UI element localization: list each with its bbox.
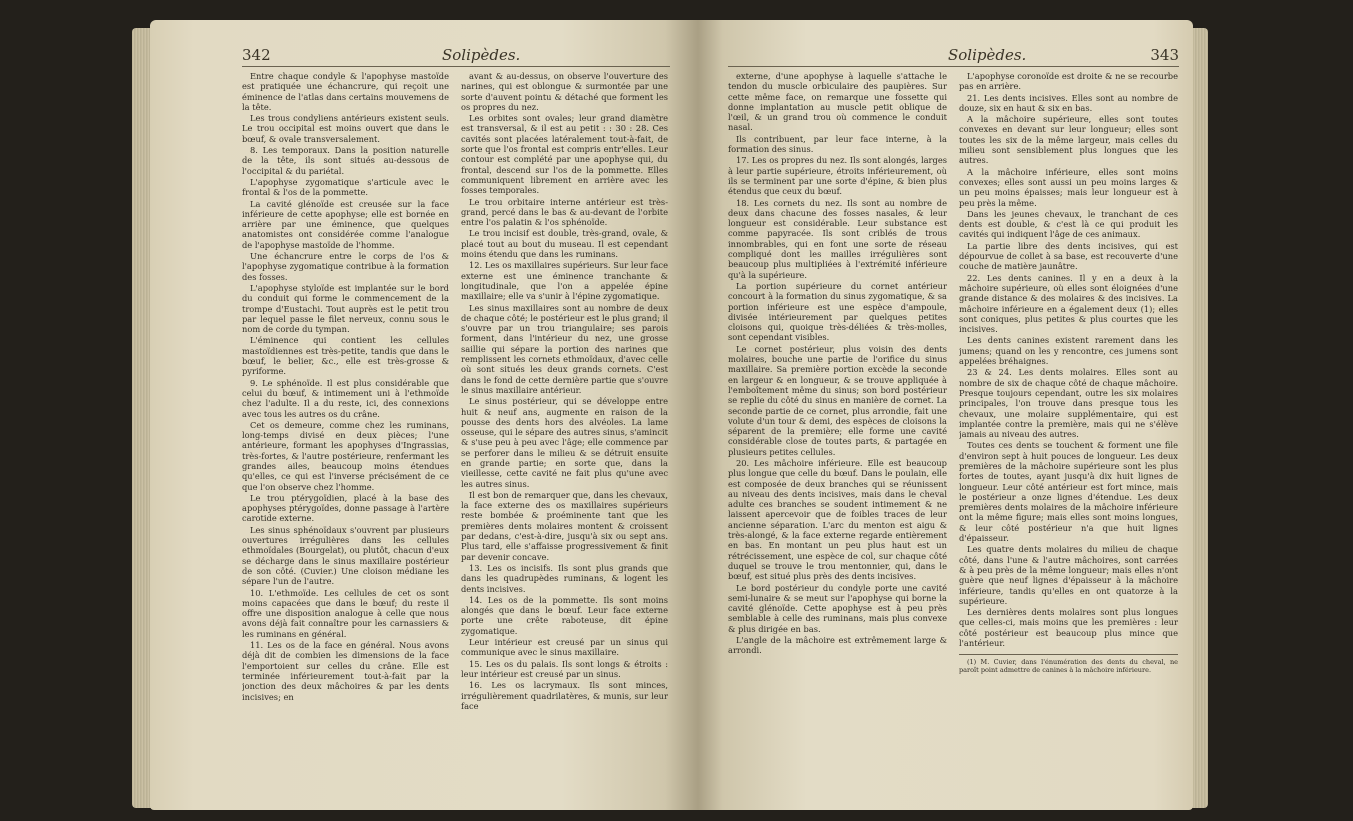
paragraph: 20. Les mâchoire inférieure. Elle est beaucoup plus longue que celle du bœuf. Dans le poulain, elle est composée de deux branches qui se réunissent au niveau des dents incisives, mais dans le cheval adulte ces branches se soudent intimement & ne laissent apercevoir que de foibles traces de leur ancienne séparation. L'arc du menton est aigu & très-alongé, & la face externe regarde entièrement en bas. En montant un peu plus haut est un rétrécissement, une espèce de col, sur chaque côté duquel se trouve le trou mentonnier, qui, dans le bœuf, est situé plus près des dents incisives. [728, 457, 947, 582]
paragraph: Dans les jeunes chevaux, le tranchant de ces dents est double, & c'est là ce qui produit les cavités qui indiquent l'âge de ces animaux. [959, 208, 1178, 240]
paragraph: La partie libre des dents incisives, qui est dépourvue de collet à sa base, est recouverte d'une couche de matière jaunâtre. [959, 240, 1178, 272]
paragraph: 23 & 24. Les dents molaires. Elles sont au nombre de six de chaque côté de chaque mâchoire. Presque toujours cependant, outre les six molaires principales, l'on trouve dans presque tous les chevaux, une molaire supplémentaire, qui est implantée contre la première, mais qui ne s'élève jamais au niveau des autres. [959, 367, 1178, 440]
left-column-1 [242, 71, 449, 810]
paragraph: Le trou ptérygoïdien, placé à la base des apophyses ptérygoïdes, donne passage à l'artère carotide externe. [242, 492, 449, 524]
paragraph: 16. Les os lacrymaux. Ils sont minces, irrégulièrement quadrilatères, & munis, sur leur face [461, 680, 668, 711]
paragraph: 10. L'ethmoïde. Les cellules de cet os sont moins capacées que dans le bœuf; du reste il offre une disposition analogue à celle que nous avons déjà fait connaître pour les carnassiers & les ruminans en général. [242, 587, 449, 639]
paragraph: L'angle de la mâchoire est extrêmement large & arrondi. [728, 635, 947, 656]
paragraph: L'apophyse styloïde est implantée sur le bord du conduit qui forme le commencement de la trompe d'Eustachi. Tout auprès est le petit trou par lequel passe le filet nerveux, connu sous le nom de corde du tympan. [242, 282, 449, 335]
paragraph: 17. Les os propres du nez. Ils sont alongés, larges à leur partie supérieure, étroits inférieurement, où ils se terminent par une sorte d'épine, & bien plus étendus que ceux du bœuf. [728, 155, 947, 197]
paragraph: Le trou orbitaire interne antérieur est très-grand, percé dans le bas & au-devant de l'orbite entre l'os palatin & l'os sphénoïde. [461, 196, 668, 228]
left-page [150, 20, 698, 810]
paragraph: Les dents canines existent rarement dans les jumens; quand on les y rencontre, ces jumens sont appelées bréhaignes. [959, 335, 1178, 367]
paragraph: Les sinus maxillaires sont au nombre de deux de chaque côté; le postérieur est le plus grand; il s'ouvre par un trou triangulaire; ses parois forment, dans l'intérieur du nez, une grosse saillie qui sépare la portion des narines que remplissent les cornets ethmoïdaux, d'avec celle où sont situés les deux grands cornets. C'est dans le fond de cette dernière partie que s'ouvre le sinus maxillaire antérieur. [461, 302, 668, 395]
paragraph: Les orbites sont ovales; leur grand diamètre est transversal, & il est au petit : : 30 : 28. Ces cavités sont placées latéralement tout-à-fait, de sorte que l'os frontal est compris entr'elles. Leur contour est complété par une apophyse qui, du frontal, descend sur l'os de la pommette. Elles communiquent librement en arrière avec les fosses temporales. [461, 113, 668, 196]
paragraph: 9. Le sphénoïde. Il est plus considérable que celui du bœuf, & intimement uni à l'ethmoïde chez l'adulte. Il a du reste, ici, des connexions avec tous les autres os du crâne. [242, 377, 449, 419]
right-column-1 [728, 71, 947, 810]
left-page-number: 342 [242, 46, 271, 64]
paragraph: Les trous condyliens antérieurs existent seuls. Le trou occipital est moins ouvert que dans le bœuf, & ovale transversalement. [242, 113, 449, 144]
right-running-title: Solipèdes. [948, 46, 1027, 64]
paragraph: A la mâchoire inférieure, elles sont moins convexes; elles sont aussi un peu moins larges & un peu moins épaisses; mais leur longueur est à peu près la même. [959, 166, 1178, 208]
right-page-header [728, 46, 1179, 67]
right-page-number: 343 [1150, 46, 1179, 64]
paragraph: L'apophyse coronoïde est droite & ne se recourbe pas en arrière. [959, 71, 1178, 92]
paragraph: Cet os demeure, comme chez les ruminans, long-temps divisé en deux pièces; l'une antérieure, formant les apophyses d'Ingrassias, très-fortes, & l'autre postérieure, renfermant les grandes ailes, beaucoup moins étendues qu'elles, ce qui est l'inverse précisément de ce que l'on observe chez l'homme. [242, 419, 449, 492]
paragraph: 8. Les temporaux. Dans la position naturelle de la tête, ils sont situés au-dessous de l'occipital & du pariétal. [242, 145, 449, 176]
paragraph: Une échancrure entre le corps de l'os & l'apophyse zygomatique contribue à la formation des fosses. [242, 251, 449, 282]
paragraph: externe, d'une apophyse à laquelle s'attache le tendon du muscle orbiculaire des paupières. Sur cette même face, on remarque une fossette qui donne implantation au muscle petit oblique de l'œil, & un grand trou où commence le conduit nasal. [728, 71, 947, 133]
paragraph: 15. Les os du palais. Ils sont longs & étroits : leur intérieur est creusé par un sinus. [461, 658, 668, 679]
paragraph: Le bord postérieur du condyle porte une cavité semi-lunaire & se meut sur l'apophyse qui borne la cavité glénoïde. Cette apophyse est à peu près semblable à celle des ruminans, mais plus convexe & plus dirigée en bas. [728, 582, 947, 634]
right-page [698, 20, 1193, 810]
paragraph: Le trou incisif est double, très-grand, ovale, & placé tout au bout du museau. Il est cependant moins étendu que dans les ruminans. [461, 228, 668, 260]
paragraph: 22. Les dents canines. Il y en a deux à la mâchoire supérieure, où elles sont éloignées d'une grande distance & des molaires & des incisives. La mâchoire inférieure en a également deux (1); elles sont coniques, plus petites & plus courtes que les incisives. [959, 272, 1178, 335]
paragraph: Les dernières dents molaires sont plus longues que celles-ci, mais moins que les premières : leur côté postérieur est beaucoup plus mince que l'antérieur. [959, 607, 1178, 649]
paragraph: 12. Les os maxillaires supérieurs. Sur leur face externe est une éminence tranchante & longitudinale, que l'on a appelée épine maxillaire; elle va s'unir à l'épine zygomatique. [461, 260, 668, 302]
paragraph: L'éminence qui contient les cellules mastoïdiennes est très-petite, tandis que dans le bœuf, le belier, &c., elle est très-grosse & pyriforme. [242, 335, 449, 377]
paragraph: 21. Les dents incisives. Elles sont au nombre de douze, six en haut & six en bas. [959, 92, 1178, 113]
paragraph: Les sinus sphénoïdaux s'ouvrent par plusieurs ouvertures irrégulières dans les cellules ethmoïdales (Bourgelat), ou plutôt, chacun d'eux se décharge dans le sinus maxillaire postérieur de son côté. (Cuvier.) Une cloison médiane les sépare l'un de l'autre. [242, 524, 449, 587]
paragraph: L'apophyse zygomatique s'articule avec le frontal & l'os de la pommette. [242, 176, 449, 198]
footnote: (1) M. Cuvier, dans l'énumération des dents du cheval, ne paroît point admettre de canines à la mâchoire inférieure. [959, 654, 1178, 674]
paragraph: Le cornet postérieur, plus voisin des dents molaires, bouche une partie de l'orifice du sinus maxillaire. Sa première portion excède la seconde en largeur & en longueur, & se trouve appliquée à l'emboîtement même du sinus; son bord postérieur se replie du côté du sinus en manière de cornet. La seconde partie de ce cornet, plus arrondie, fait une volute d'un tour & demi, des espèces de cloisons la séparent de la première; elle forme une cavité considérable close de toutes parts, & partagée en plusieurs petites cellules. [728, 343, 947, 457]
paragraph: Le sinus postérieur, qui se développe entre huit & neuf ans, augmente en raison de la pousse des dents hors des alvéoles. La lame osseuse, qui le sépare des autres sinus, s'amincit & s'use peu à peu avec l'âge; elle commence par se perforer dans le milieu & se détruit ensuite en grande partie; en sorte que, dans la vieillesse, cette cavité ne fait plus qu'une avec les autres sinus. [461, 396, 668, 489]
paragraph: Leur intérieur est creusé par un sinus qui communique avec le sinus maxillaire. [461, 637, 668, 658]
paragraph: 18. Les cornets du nez. Ils sont au nombre de deux dans chacune des fosses nasales, & leur longueur est considérable. Leur substance est comme papyracée. Ils sont criblés de trous innombrables, qui en font une sorte de réseau compliqué dont les mailles irrégulières sont beaucoup plus multipliées à l'extrémité inférieure qu'à la supérieure. [728, 197, 947, 280]
paragraph: Ils contribuent, par leur face interne, à la formation des sinus. [728, 133, 947, 155]
paragraph: 11. Les os de la face en général. Nous avons déjà dit de combien les dimensions de la face l'emportoient sur celles du crâne. Elle est terminée inférieurement tout-à-fait par la jonction des deux mâchoires & par les dents incisives; en [242, 640, 449, 702]
paragraph: A la mâchoire supérieure, elles sont toutes convexes en devant sur leur longueur; elles sont toutes les six de la même largeur, mais celles du milieu sont sensiblement plus longues que les autres. [959, 114, 1178, 166]
paragraph: 13. Les os incisifs. Ils sont plus grands que dans les quadrupèdes ruminans, & logent les dents incisives. [461, 562, 668, 594]
paragraph: Les quatre dents molaires du milieu de chaque côté, dans l'une & l'autre mâchoires, sont carrées & à peu près de la même longueur; mais elles n'ont guère que neuf lignes d'épaisseur à la mâchoire inférieure, tandis qu'elles en ont quatorze à la supérieure. [959, 544, 1178, 606]
left-column-2 [461, 71, 668, 810]
left-running-title: Solipèdes. [442, 46, 521, 64]
paragraph: Toutes ces dents se touchent & forment une file d'environ sept à huit pouces de longueur. Les deux premières de la mâchoire supérieure sont les plus fortes de toutes, ayant jusqu'à dix huit lignes de longueur. Leur côté antérieur est fort mince, mais le postérieur a onze lignes d'étendue. Les deux premières dents molaires de la mâchoire inférieure ont la même figure; mais elles sont moins longues, & leur côté postérieur n'a que huit lignes d'épaisseur. [959, 440, 1178, 544]
left-page-header [242, 46, 670, 67]
paragraph: avant & au-dessus, on observe l'ouverture des narines, qui est oblongue & surmontée par une sorte d'auvent pointu & détaché que forment les os propres du nez. [461, 71, 668, 112]
paragraph: 14. Les os de la pommette. Ils sont moins alongés que dans le bœuf. Leur face externe porte une crête raboteuse, dit épine zygomatique. [461, 594, 668, 636]
paragraph: Entre chaque condyle & l'apophyse mastoïde est pratiquée une échancrure, qui reçoit une éminence de l'atlas dans certains mouvemens de la tête. [242, 71, 449, 112]
right-column-2 [959, 71, 1178, 810]
paragraph: Il est bon de remarquer que, dans les chevaux, la face externe des os maxillaires supérieurs reste bombée & proéminente tant que les premières dents molaires montent & croissent par dedans, c'est-à-dire, jusqu'à six ou sept ans. Plus tard, elle s'affaisse progressivement & finit par devenir concave. [461, 489, 668, 562]
paragraph: La cavité glénoïde est creusée sur la face inférieure de cette apophyse; elle est bornée en arrière par une éminence, que quelques anatomistes ont considérée comme l'analogue de l'apophyse mastoïde de l'homme. [242, 198, 449, 250]
paragraph: La portion supérieure du cornet antérieur concourt à la formation du sinus zygomatique, & sa portion inférieure est une espèce d'ampoule, divisée intérieurement par quelques petites cloisons qui, quoique très-déliées & très-molles, sont cependant visibles. [728, 280, 947, 343]
